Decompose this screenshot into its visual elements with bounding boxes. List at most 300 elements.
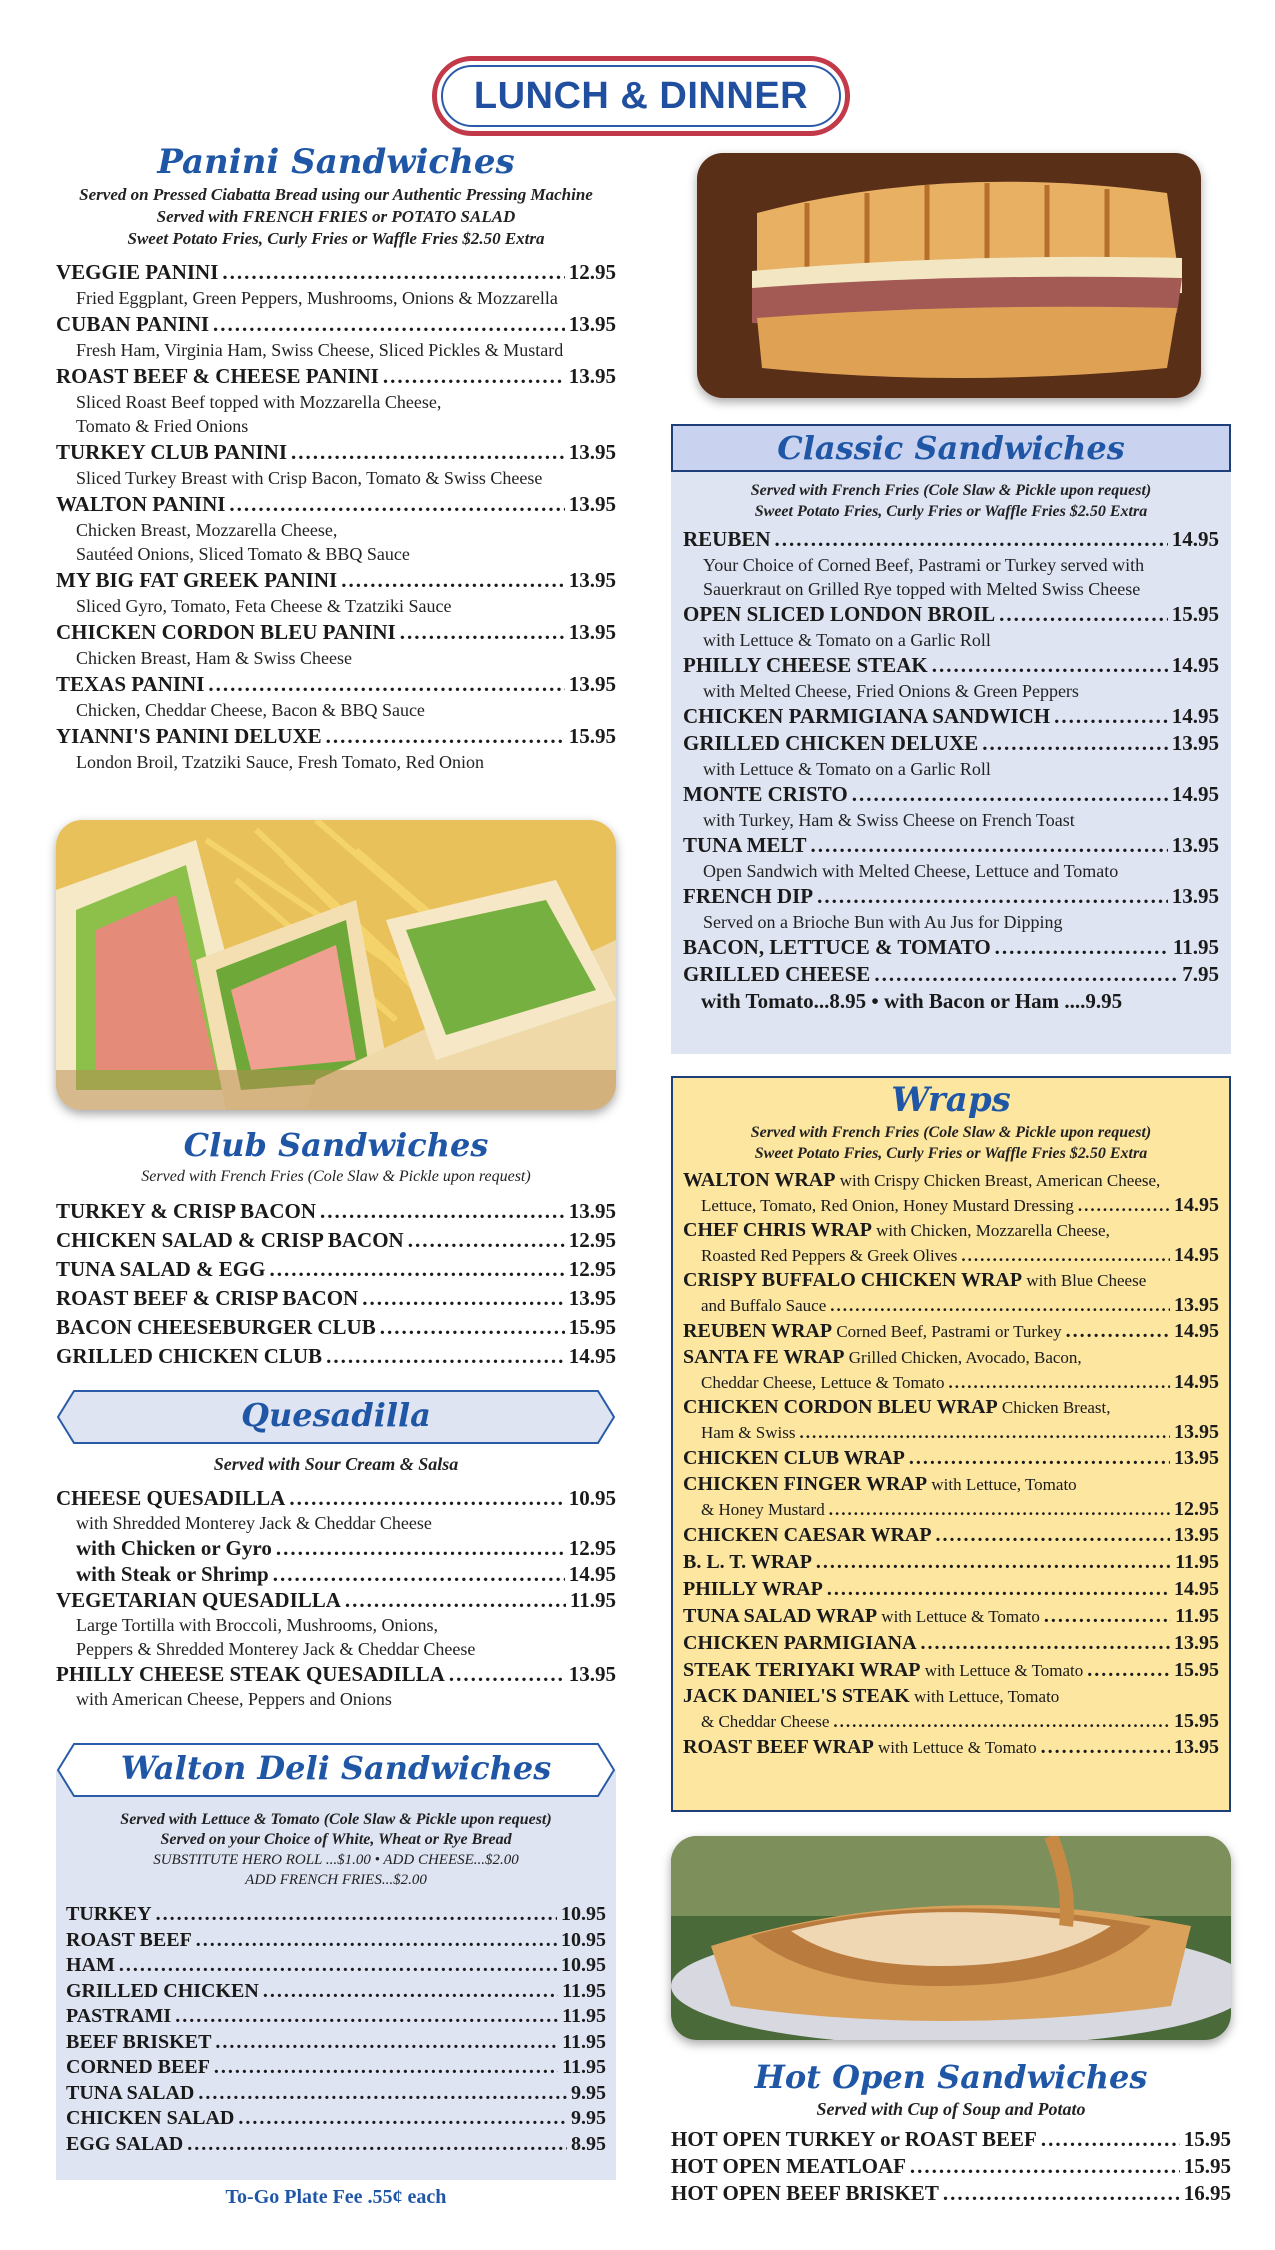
menu-item-description: Peppers & Shredded Monterey Jack & Cheddar Cheese — [76, 1639, 476, 1659]
wrap-item-price: 15.95 — [1174, 1659, 1219, 1681]
menu-item-description: with Melted Cheese, Fried Onions & Green Peppers — [703, 681, 1079, 701]
wrap-item-line — [683, 1395, 1219, 1420]
menu-item-description: Fried Eggplant, Green Peppers, Mushrooms, Onions & Mozzarella — [76, 288, 558, 308]
classic-sub-2: Sweet Potato Fries, Curly Fries or Waffle Fries $2.50 Extra — [754, 503, 1148, 520]
menu-item-row — [56, 1284, 616, 1313]
menu-item-row — [56, 1485, 616, 1511]
deli-sub-3: SUBSTITUTE HERO ROLL ...$1.00 • ADD CHEESE...$2.00 — [153, 1852, 519, 1868]
dot-leader — [910, 2153, 1180, 2180]
menu-item-price: 12.95 — [568, 1228, 616, 1252]
menu-item-name: GRILLED CHICKEN CLUB — [56, 1344, 323, 1368]
dot-leader — [816, 1549, 1171, 1576]
menu-item-price: 13.95 — [568, 440, 616, 464]
wrap-item-price: 14.95 — [1174, 1194, 1219, 1216]
wrap-item-price: 13.95 — [1174, 1421, 1219, 1443]
menu-item-price: 11.95 — [562, 2005, 606, 2027]
menu-item-description: Large Tortilla with Broccoli, Mushrooms, Onions, — [76, 1615, 439, 1635]
menu-item-price: 15.95 — [568, 724, 616, 748]
dot-leader — [156, 1902, 557, 1928]
menu-item-price: 10.95 — [561, 1928, 606, 1951]
menu-item-row — [683, 526, 1219, 553]
wrap-item-detail: with Lettuce & Tomato — [873, 1738, 1037, 1757]
menu-item-price: 14.95 — [1171, 527, 1219, 551]
dot-leader — [213, 310, 565, 338]
menu-item-price: 11.95 — [562, 2030, 606, 2053]
menu-item-row — [56, 1226, 616, 1255]
menu-item-price: 13.95 — [1171, 884, 1219, 908]
menu-item-price: 13.95 — [568, 620, 616, 644]
wrap-item-name: CHICKEN CLUB WRAP — [683, 1447, 905, 1469]
menu-item-name: VEGGIE PANINI — [56, 260, 219, 284]
dot-leader — [961, 1244, 1170, 1268]
menu-item-name: PASTRAMI — [66, 2005, 172, 2027]
wrap-item-price: 13.95 — [1174, 1736, 1219, 1758]
wrap-item-name: ROAST BEEF WRAP with Lettuce & Tomato — [683, 1736, 1037, 1758]
wrap-item-detail: with Lettuce, Tomato — [927, 1475, 1077, 1494]
dot-leader — [383, 362, 565, 390]
menu-item-price: 13.95 — [568, 364, 616, 388]
dot-leader — [817, 883, 1168, 910]
wrap-item-name: SANTA FE WRAP — [683, 1346, 845, 1368]
hot-open-photo — [671, 1836, 1231, 2040]
dot-leader — [289, 1485, 564, 1511]
menu-item-price: 11.95 — [569, 1588, 616, 1612]
menu-item-description: with Lettuce & Tomato on a Garlic Roll — [703, 630, 991, 650]
menu-item-price: 12.95 — [568, 1257, 616, 1281]
wrap-item-price: 11.95 — [1175, 1605, 1219, 1627]
deli-section — [56, 1742, 616, 2157]
dot-leader — [273, 1561, 565, 1587]
menu-item-name: PHILLY CHEESE STEAK QUESADILLA — [56, 1662, 445, 1686]
wrap-item-detail: with Blue Cheese — [1022, 1271, 1147, 1290]
dot-leader — [341, 566, 565, 594]
menu-item-name: TURKEY CLUB PANINI — [56, 440, 288, 464]
dot-leader — [949, 1371, 1170, 1395]
wraps-list — [671, 1168, 1231, 1761]
wrap-item-name: CHICKEN CORDON BLEU WRAP — [683, 1396, 998, 1418]
dot-leader — [380, 1313, 565, 1342]
menu-item-description: Chicken, Cheddar Cheese, Bacon & BBQ Sauce — [76, 700, 425, 720]
menu-item-description: Your Choice of Corned Beef, Pastrami or Turkey served with — [703, 555, 1145, 575]
wrap-item-detail: and Buffalo Sauce — [701, 1296, 827, 1315]
menu-item-name: HOT OPEN BEEF BRISKET — [671, 2181, 939, 2205]
wrap-item-row — [683, 1549, 1219, 1576]
menu-item-row — [56, 1587, 616, 1613]
wrap-item-row — [683, 1370, 1219, 1395]
menu-item-price: 13.95 — [1171, 833, 1219, 857]
wrap-item-name: WALTON WRAP — [683, 1169, 836, 1191]
wrap-item-detail: with Crispy Chicken Breast, American Cheese, — [835, 1171, 1161, 1190]
menu-item-price: 10.95 — [561, 1903, 606, 1925]
menu-item-description: Sliced Roast Beef topped with Mozzarella Cheese, — [76, 392, 442, 412]
dot-leader — [852, 781, 1168, 808]
menu-item-name: CUBAN PANINI — [56, 312, 210, 336]
menu-item-name: TURKEY — [66, 1903, 152, 1925]
dot-leader — [400, 618, 565, 646]
dot-leader — [119, 1953, 557, 1979]
menu-item-row — [671, 2180, 1231, 2207]
wrap-item-price: 11.95 — [1175, 1551, 1219, 1573]
to-go-fee-note: To-Go Plate Fee .55¢ each — [225, 2186, 447, 2208]
dot-leader — [921, 1630, 1170, 1657]
wrap-item-row — [683, 1576, 1219, 1603]
dot-leader — [936, 1522, 1170, 1549]
menu-item-price: 13.95 — [568, 568, 616, 592]
wrap-item-line — [683, 1268, 1219, 1293]
dot-leader — [229, 490, 564, 518]
menu-item-row — [66, 1979, 606, 2005]
menu-item-description: Tomato & Fried Onions — [76, 416, 249, 436]
wrap-item-name: CRISPY BUFFALO CHICKEN WRAP — [683, 1269, 1023, 1291]
menu-item-name: TURKEY & CRISP BACON — [56, 1199, 316, 1223]
menu-item-description: with American Cheese, Peppers and Onions — [76, 1689, 392, 1709]
menu-item-row — [66, 2004, 606, 2030]
menu-item-name: OPEN SLICED LONDON BROIL — [683, 602, 996, 626]
wrap-item-price: 13.95 — [1174, 1632, 1219, 1654]
wrap-item-name: JACK DANIEL'S STEAK — [683, 1685, 910, 1707]
classic-list — [671, 526, 1231, 988]
panini-list — [56, 258, 616, 774]
menu-item-row — [56, 310, 616, 338]
wrap-item-row — [683, 1445, 1219, 1472]
menu-item-description: Sliced Turkey Breast with Crisp Bacon, Tomato & Swiss Cheese — [76, 468, 543, 488]
deli-sub-1: Served with Lettuce & Tomato (Cole Slaw & Pickle upon request) — [120, 1811, 552, 1828]
wrap-item-detail: Lettuce, Tomato, Red Onion, Honey Mustard Dressing — [701, 1196, 1074, 1215]
menu-item-row — [56, 1313, 616, 1342]
dot-leader — [263, 1979, 558, 2005]
club-sub: Served with French Fries (Cole Slaw & Pickle upon request) — [141, 1168, 531, 1185]
menu-item-name: WALTON PANINI — [56, 492, 226, 516]
club-section — [56, 1124, 616, 1711]
dot-leader — [943, 2180, 1180, 2207]
menu-item-price: 13.95 — [568, 672, 616, 696]
wrap-item-detail: Corned Beef, Pastrami or Turkey — [832, 1322, 1062, 1341]
wrap-item-line — [683, 1684, 1219, 1709]
menu-item-name: ROAST BEEF & CRISP BACON — [56, 1286, 359, 1310]
menu-item-price: 9.95 — [571, 2081, 606, 2104]
menu-item-price: 14.95 — [1171, 653, 1219, 677]
menu-item-price: 11.95 — [562, 2056, 606, 2078]
menu-item-name: MONTE CRISTO — [683, 782, 848, 806]
menu-item-price: 12.95 — [568, 260, 616, 284]
menu-item-name: TUNA SALAD & EGG — [56, 1257, 266, 1281]
dot-leader — [326, 1342, 565, 1371]
menu-item-row — [66, 2055, 606, 2081]
menu-item-price: 13.95 — [568, 1662, 616, 1686]
menu-item-name: GRILLED CHEESE — [683, 962, 871, 986]
dot-leader — [1066, 1318, 1170, 1345]
menu-item-price: 14.95 — [1171, 782, 1219, 806]
menu-item-row — [683, 961, 1219, 988]
wrap-item-row — [683, 1657, 1219, 1684]
dot-leader — [208, 670, 564, 698]
wrap-item-row — [683, 1709, 1219, 1734]
menu-item-row — [683, 601, 1219, 628]
club-sandwich-photo — [56, 820, 616, 1110]
dot-leader — [196, 1928, 557, 1954]
wrap-item-detail: & Honey Mustard — [701, 1500, 825, 1519]
dot-leader — [215, 2030, 558, 2056]
menu-item-row — [66, 2081, 606, 2107]
wrap-item-row — [683, 1603, 1219, 1630]
menu-item-row — [56, 258, 616, 286]
wrap-item-line — [683, 1345, 1219, 1370]
menu-item-row — [56, 490, 616, 518]
menu-item-row — [56, 1197, 616, 1226]
deli-list — [56, 1902, 616, 2157]
wrap-item-price: 14.95 — [1174, 1578, 1219, 1600]
wrap-item-name: CHICKEN CAESAR WRAP — [683, 1524, 932, 1546]
wrap-item-detail: with Lettuce & Tomato — [877, 1607, 1040, 1626]
wrap-item-price: 13.95 — [1174, 1294, 1219, 1316]
panini-sub-1: Served on Pressed Ciabatta Bread using our Authentic Pressing Machine — [79, 185, 593, 204]
menu-item-name: PHILLY CHEESE STEAK — [683, 653, 928, 677]
menu-item-name: MY BIG FAT GREEK PANINI — [56, 568, 338, 592]
menu-item-description: Served on a Brioche Bun with Au Jus for Dipping — [703, 912, 1063, 932]
dot-leader — [829, 1498, 1170, 1522]
menu-item-price: 11.95 — [1172, 935, 1219, 959]
hot-open-list — [671, 2126, 1231, 2207]
panini-sub-2: Served with FRENCH FRIES or POTATO SALAD — [156, 207, 516, 226]
classic-section — [671, 424, 1231, 1015]
wrap-item-detail: & Cheddar Cheese — [701, 1712, 830, 1731]
menu-item-price: 15.95 — [1183, 2154, 1231, 2178]
menu-item-row — [66, 2030, 606, 2056]
menu-item-row — [56, 362, 616, 390]
menu-item-price: 13.95 — [568, 312, 616, 336]
panini-photo — [697, 153, 1201, 398]
menu-item-row — [66, 1953, 606, 1979]
wraps-title: Wraps — [891, 1080, 1011, 1120]
dot-leader — [833, 1710, 1170, 1734]
menu-item-row — [66, 1902, 606, 1928]
wrap-item-name: CHICKEN PARMIGIANA — [683, 1632, 917, 1654]
menu-item-row — [66, 2132, 606, 2158]
wrap-item-price: 13.95 — [1174, 1447, 1219, 1469]
wrap-item-row — [683, 1630, 1219, 1657]
dot-leader — [909, 1445, 1170, 1472]
wrap-item-row — [683, 1522, 1219, 1549]
wrap-item-price: 14.95 — [1174, 1320, 1219, 1342]
dot-leader — [1044, 1603, 1171, 1630]
club-list — [56, 1197, 616, 1371]
dot-leader — [198, 2081, 567, 2107]
menu-item-name: FRENCH DIP — [683, 884, 814, 908]
menu-item-name: HOT OPEN MEATLOAF — [671, 2154, 906, 2178]
wrap-item-name: REUBEN WRAP Corned Beef, Pastrami or Turkey — [683, 1320, 1062, 1342]
menu-item-description: Fresh Ham, Virginia Ham, Swiss Cheese, Sliced Pickles & Mustard — [76, 340, 564, 360]
dot-leader — [320, 1197, 565, 1226]
dot-leader — [999, 601, 1168, 628]
quesadilla-list — [56, 1485, 616, 1711]
menu-item-price: 15.95 — [1183, 2127, 1231, 2151]
menu-item-name: GRILLED CHICKEN DELUXE — [683, 731, 979, 755]
grilled-cheese-extras: with Tomato...8.95 • with Bacon or Ham ....9.95 — [701, 989, 1123, 1013]
dot-leader — [187, 2132, 567, 2158]
wrap-item-name: PHILLY WRAP — [683, 1578, 823, 1600]
menu-item-row — [66, 1928, 606, 1954]
menu-item-price: 9.95 — [571, 2107, 606, 2129]
wraps-sub-1: Served with French Fries (Cole Slaw & Pickle upon request) — [750, 1124, 1152, 1141]
menu-item-description: Sautéed Onions, Sliced Tomato & BBQ Sauce — [76, 544, 410, 564]
menu-item-name: TUNA MELT — [683, 833, 807, 857]
wrap-item-row — [683, 1318, 1219, 1345]
club-title: Club Sandwiches — [183, 1126, 489, 1164]
wrap-item-price: 13.95 — [1174, 1524, 1219, 1546]
wrap-item-name: CHICKEN FINGER WRAP — [683, 1473, 928, 1495]
wrap-item-row — [683, 1734, 1219, 1761]
wrap-item-line — [683, 1168, 1219, 1193]
dot-leader — [175, 2004, 558, 2030]
menu-item-price: 16.95 — [1183, 2181, 1231, 2205]
menu-item-name: BEEF BRISKET — [66, 2030, 212, 2053]
classic-header-box — [671, 424, 1231, 472]
menu-item-price: 12.95 — [568, 1536, 616, 1560]
hot-open-title: Hot Open Sandwiches — [754, 2058, 1148, 2096]
menu-item-description: Sauerkraut on Grilled Rye topped with Melted Swiss Cheese — [703, 579, 1141, 599]
menu-item-row — [56, 722, 616, 750]
menu-item-row — [683, 934, 1219, 961]
menu-item-name: CHICKEN SALAD — [66, 2107, 235, 2129]
wrap-item-row — [683, 1293, 1219, 1318]
menu-item-description: with Shredded Monterey Jack & Cheddar Cheese — [76, 1513, 432, 1533]
menu-item-row — [56, 566, 616, 594]
dot-leader — [1054, 703, 1168, 730]
wrap-item-price: 14.95 — [1174, 1371, 1219, 1393]
menu-item-price: 15.95 — [568, 1315, 616, 1339]
menu-item-price: 8.95 — [571, 2132, 606, 2155]
menu-item-row — [683, 781, 1219, 808]
wrap-item-name: B. L. T. WRAP — [683, 1551, 812, 1573]
menu-item-price: 15.95 — [1171, 602, 1219, 626]
wrap-item-price: 14.95 — [1174, 1244, 1219, 1266]
classic-title: Classic Sandwiches — [777, 429, 1125, 467]
quesadilla-title: Quesadilla — [241, 1396, 431, 1434]
wrap-item-detail: Grilled Chicken, Avocado, Bacon, — [844, 1348, 1082, 1367]
dot-leader — [326, 722, 565, 750]
deli-sub-2: Served on your Choice of White, Wheat or Rye Bread — [160, 1831, 512, 1848]
menu-item-description: London Broil, Tzatziki Sauce, Fresh Tomato, Red Onion — [76, 752, 485, 772]
wrap-item-detail: with Lettuce, Tomato — [909, 1687, 1060, 1706]
dot-leader — [276, 1535, 565, 1561]
dot-leader — [799, 1421, 1170, 1445]
wrap-item-detail: with Lettuce & Tomato — [920, 1661, 1084, 1680]
menu-item-name: ROAST BEEF — [66, 1928, 192, 1951]
wrap-item-detail: Roasted Red Peppers & Greek Olives — [701, 1246, 958, 1265]
menu-item-price: 14.95 — [1171, 704, 1219, 728]
menu-item-name: VEGETARIAN QUESADILLA — [56, 1588, 341, 1612]
menu-item-price: 10.95 — [561, 1954, 606, 1976]
menu-item-name: ROAST BEEF & CHEESE PANINI — [56, 364, 379, 388]
dot-leader — [775, 526, 1168, 553]
menu-item-name: YIANNI'S PANINI DELUXE — [56, 724, 322, 748]
wraps-section — [671, 1078, 1231, 1761]
dot-leader — [214, 2055, 558, 2081]
wrap-item-price: 12.95 — [1174, 1498, 1219, 1520]
wrap-item-row — [683, 1243, 1219, 1268]
menu-item-row — [671, 2153, 1231, 2180]
menu-item-name: CHICKEN SALAD & CRISP BACON — [56, 1228, 404, 1252]
wraps-sub-2: Sweet Potato Fries, Curly Fries or Waffle Fries $2.50 Extra — [754, 1145, 1148, 1162]
menu-item-row — [56, 1535, 616, 1561]
menu-item-price: 13.95 — [1171, 731, 1219, 755]
wrap-item-row — [683, 1420, 1219, 1445]
dot-leader — [1078, 1194, 1170, 1218]
menu-item-row — [56, 438, 616, 466]
menu-item-row — [56, 1342, 616, 1371]
wrap-item-row — [683, 1497, 1219, 1522]
menu-item-row — [683, 832, 1219, 859]
menu-item-price: 13.95 — [568, 492, 616, 516]
wrap-item-detail: Ham & Swiss — [701, 1423, 796, 1442]
menu-item-row — [683, 730, 1219, 757]
wrap-item-row — [683, 1193, 1219, 1218]
wrap-item-name: TUNA SALAD WRAP with Lettuce & Tomato — [683, 1605, 1040, 1627]
menu-item-name: BACON CHEESEBURGER CLUB — [56, 1315, 376, 1339]
menu-item-row — [56, 670, 616, 698]
dot-leader — [269, 1255, 564, 1284]
deli-sub-4: ADD FRENCH FRIES...$2.00 — [245, 1872, 427, 1888]
wrap-item-detail: Cheddar Cheese, Lettuce & Tomato — [701, 1373, 945, 1392]
menu-item-price: 13.95 — [568, 1199, 616, 1223]
wrap-item-name: STEAK TERIYAKI WRAP with Lettuce & Tomato — [683, 1659, 1084, 1681]
dot-leader — [995, 934, 1169, 961]
menu-item-row — [683, 652, 1219, 679]
hot-open-section — [671, 2056, 1231, 2207]
left-column — [56, 140, 616, 774]
dot-leader — [222, 258, 564, 286]
menu-item-description: Sliced Gyro, Tomato, Feta Cheese & Tzatziki Sauce — [76, 596, 452, 616]
menu-item-description: with Turkey, Ham & Swiss Cheese on French Toast — [703, 810, 1075, 830]
menu-item-name: CHICKEN PARMIGIANA SANDWICH — [683, 704, 1051, 728]
dot-leader — [1087, 1657, 1170, 1684]
menu-item-price: 11.95 — [562, 1979, 606, 2002]
menu-item-description: Chicken Breast, Ham & Swiss Cheese — [76, 648, 352, 668]
dot-leader — [827, 1576, 1170, 1603]
menu-item-name: HOT OPEN TURKEY or ROAST BEEF — [671, 2127, 1037, 2151]
page-title-badge — [432, 56, 850, 136]
menu-item-price: 13.95 — [568, 1286, 616, 1310]
quesadilla-sub: Served with Sour Cream & Salsa — [213, 1454, 459, 1474]
dot-leader — [1041, 2126, 1180, 2153]
menu-item-row — [56, 618, 616, 646]
menu-item-name: with Steak or Shrimp — [76, 1562, 269, 1586]
dot-leader — [811, 832, 1168, 859]
menu-item-row — [671, 2126, 1231, 2153]
menu-item-price: 14.95 — [568, 1562, 616, 1586]
menu-item-name: TUNA SALAD — [66, 2081, 195, 2104]
menu-item-price: 7.95 — [1182, 962, 1219, 986]
classic-sub-1: Served with French Fries (Cole Slaw & Pickle upon request) — [750, 482, 1152, 499]
menu-item-description: Chicken Breast, Mozzarella Cheese, — [76, 520, 338, 540]
dot-leader — [238, 2106, 567, 2132]
dot-leader — [830, 1294, 1170, 1318]
menu-item-row — [66, 2106, 606, 2132]
wrap-item-detail: Chicken Breast, — [997, 1398, 1111, 1417]
hot-open-sub: Served with Cup of Soup and Potato — [816, 2099, 1086, 2119]
menu-item-price: 10.95 — [568, 1486, 616, 1510]
menu-item-row — [683, 883, 1219, 910]
menu-item-name: CORNED BEEF — [66, 2056, 210, 2078]
dot-leader — [874, 961, 1178, 988]
dot-leader — [362, 1284, 565, 1313]
dot-leader — [345, 1587, 566, 1613]
dot-leader — [408, 1226, 565, 1255]
page-title: LUNCH & DINNER — [473, 74, 809, 117]
menu-item-row — [56, 1661, 616, 1687]
menu-item-name: REUBEN — [683, 527, 771, 551]
dot-leader — [982, 730, 1168, 757]
